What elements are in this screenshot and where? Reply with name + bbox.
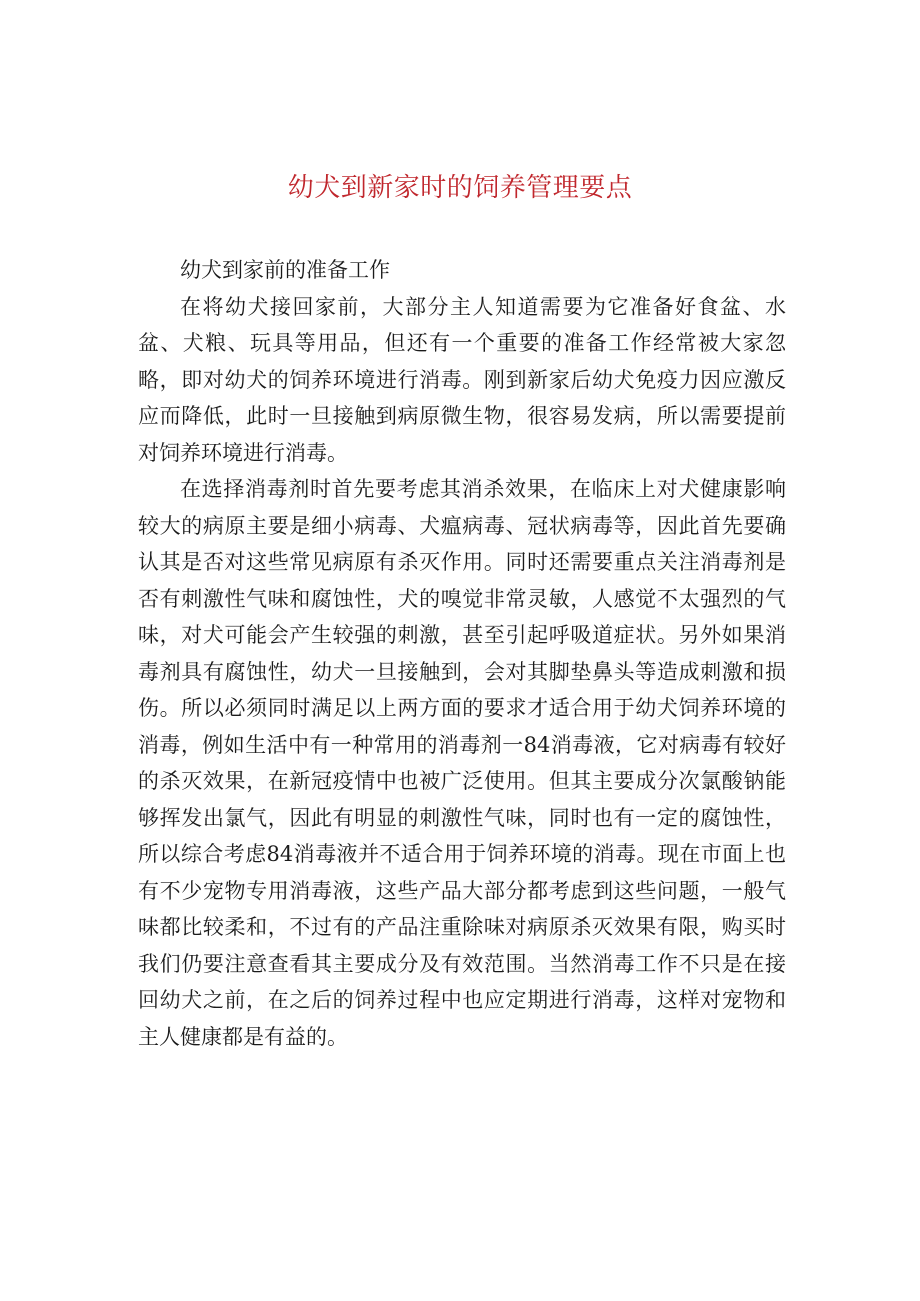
section-heading: 幼犬到家前的准备工作 xyxy=(180,258,390,282)
paragraph-1: 在将幼犬接回家前，大部分主人知道需要为它准备好食盆、水盆、犬粮、玩具等用品，但还有一个重要的准备工作经常被大家忽略，即对幼犬的饲养环境进行消毒。刚到新家后幼犬免疫力因应激反应而降低，此时一旦接触到病原微生物，很容易发病，所以需要提前对饲养环境进行消毒。 xyxy=(138,294,786,465)
document-body xyxy=(138,252,786,1055)
paragraph-2: 在选择消毒剂时首先要考虑其消杀效果，在临床上对犬健康影响较大的病原主要是细小病毒、犬瘟病毒、冠状病毒等，因此首先要确认其是否对这些常见病原有杀灭作用。同时还需要重点关注消毒剂是否有刺激性气味和腐蚀性，犬的嗅觉非常灵敏，人感觉不太强烈的气味，对犬可能会产生较强的刺激，甚至引起呼吸道症状。另外如果消毒剂具有腐蚀性，幼犬一旦接触到，会对其脚垫鼻头等造成刺激和损伤。所以必须同时满足以上两方面的要求才适合用于幼犬饲养环境的消毒，例如生活中有一种常用的消毒剂一84消毒液，它对病毒有较好的杀灭效果，在新冠疫情中也被广泛使用。但其主要成分次氯酸钠能够挥发出氯气，因此有明显的刺激性气味，同时也有一定的腐蚀性，所以综合考虑84消毒液并不适合用于饲养环境的消毒。现在市面上也有不少宠物专用消毒液，这些产品大部分都考虑到这些问题，一般气味都比较柔和，不过有的产品注重除味对病原杀灭效果有限，购买时我们仍要注意查看其主要成分及有效范围。当然消毒工作不只是在接回幼犬之前，在之后的饲养过程中也应定期进行消毒，这样对宠物和主人健康都是有益的。 xyxy=(138,477,786,1049)
document-title: 幼犬到新家时的饲养管理要点 xyxy=(287,173,633,203)
